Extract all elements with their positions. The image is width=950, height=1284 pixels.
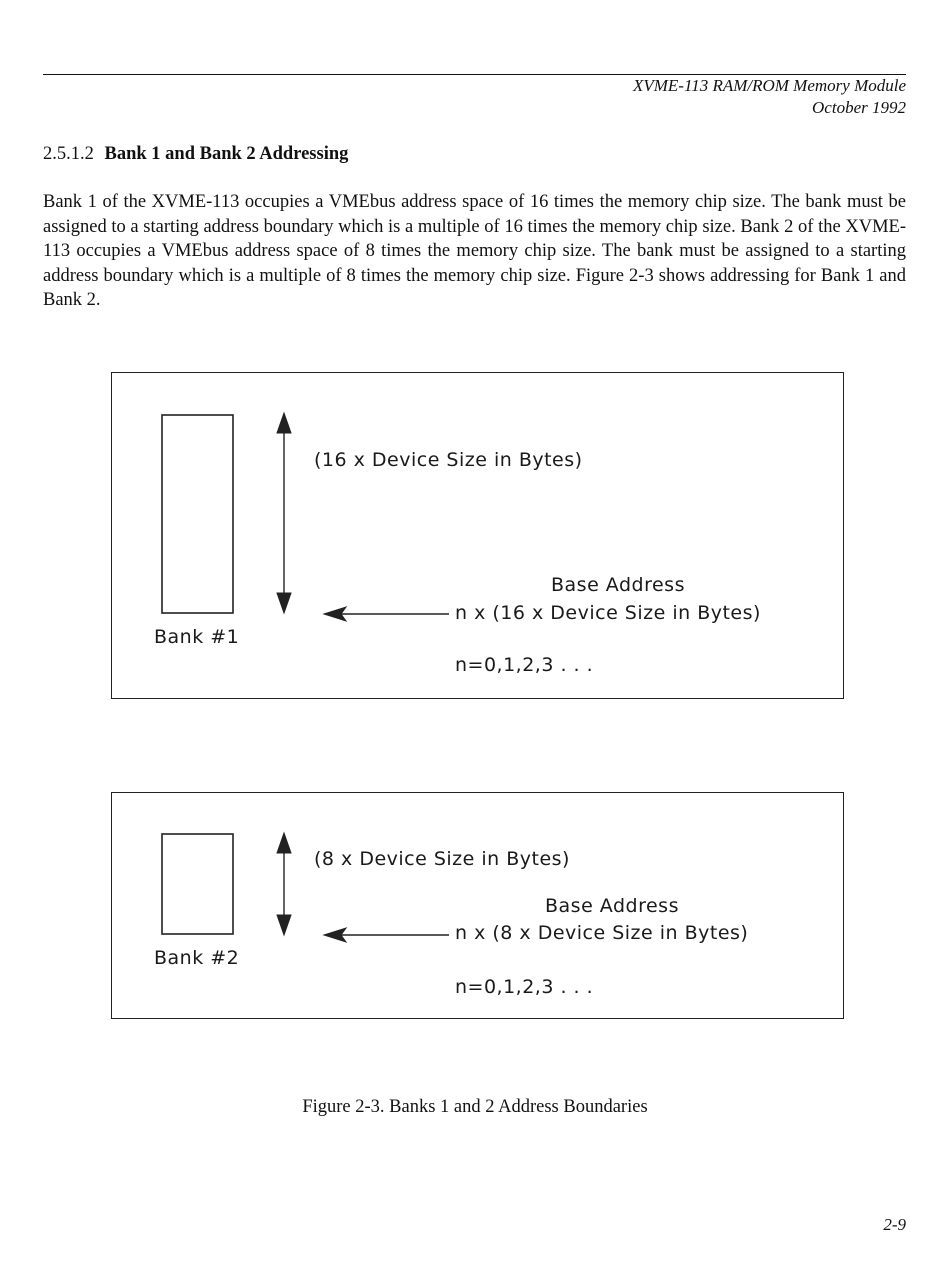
bank2-size-arrow xyxy=(277,833,291,935)
bank1-base-address-formula: n x (16 x Device Size in Bytes) xyxy=(455,602,761,624)
bank2-n-values: n=0,1,2,3 . . . xyxy=(455,976,594,998)
bank1-n-values: n=0,1,2,3 . . . xyxy=(455,654,594,676)
bank1-base-arrow xyxy=(324,607,449,621)
header-title: XVME-113 RAM/ROM Memory Module xyxy=(632,76,906,95)
bank1-size-label: (16 x Device Size in Bytes) xyxy=(314,449,583,471)
bank2-diagram xyxy=(111,792,844,1019)
bank1-size-arrow xyxy=(277,413,291,613)
bank2-base-address-title: Base Address xyxy=(545,895,679,917)
body-paragraph: Bank 1 of the XVME-113 occupies a VMEbus address space of 16 times the memory chip size. The bank must be assigned to a starting address boundary which is a multiple of 16 times the memory chip size. Bank 2 of the XVME-113 occupies a VMEbus address space of 8 times the memory chip size. The bank must be assigned to a starting address boundary which is a multiple of 8 times the memory chip size. Figure 2-3 shows addressing for Bank 1 and Bank 2. xyxy=(43,192,906,310)
section-heading xyxy=(43,144,348,165)
bank1-diagram xyxy=(111,372,844,699)
section-title: Bank 1 and Bank 2 Addressing xyxy=(104,144,349,164)
header-date: October 1992 xyxy=(812,98,906,117)
figure-caption: Figure 2-3. Banks 1 and 2 Address Boundaries xyxy=(302,1097,648,1117)
page-number: 2-9 xyxy=(883,1215,906,1234)
bank1-diagram-graphics xyxy=(112,373,845,700)
bank2-label: Bank #2 xyxy=(154,947,240,969)
bank2-size-label: (8 x Device Size in Bytes) xyxy=(314,848,570,870)
bank1-base-address-title: Base Address xyxy=(551,574,685,596)
section-number: 2.5.1.2 xyxy=(43,144,94,164)
bank2-memory-block xyxy=(162,834,233,934)
bank1-label: Bank #1 xyxy=(154,626,240,648)
bank2-base-address-formula: n x (8 x Device Size in Bytes) xyxy=(455,922,749,944)
bank1-memory-block xyxy=(162,415,233,613)
bank2-base-arrow xyxy=(324,928,449,942)
